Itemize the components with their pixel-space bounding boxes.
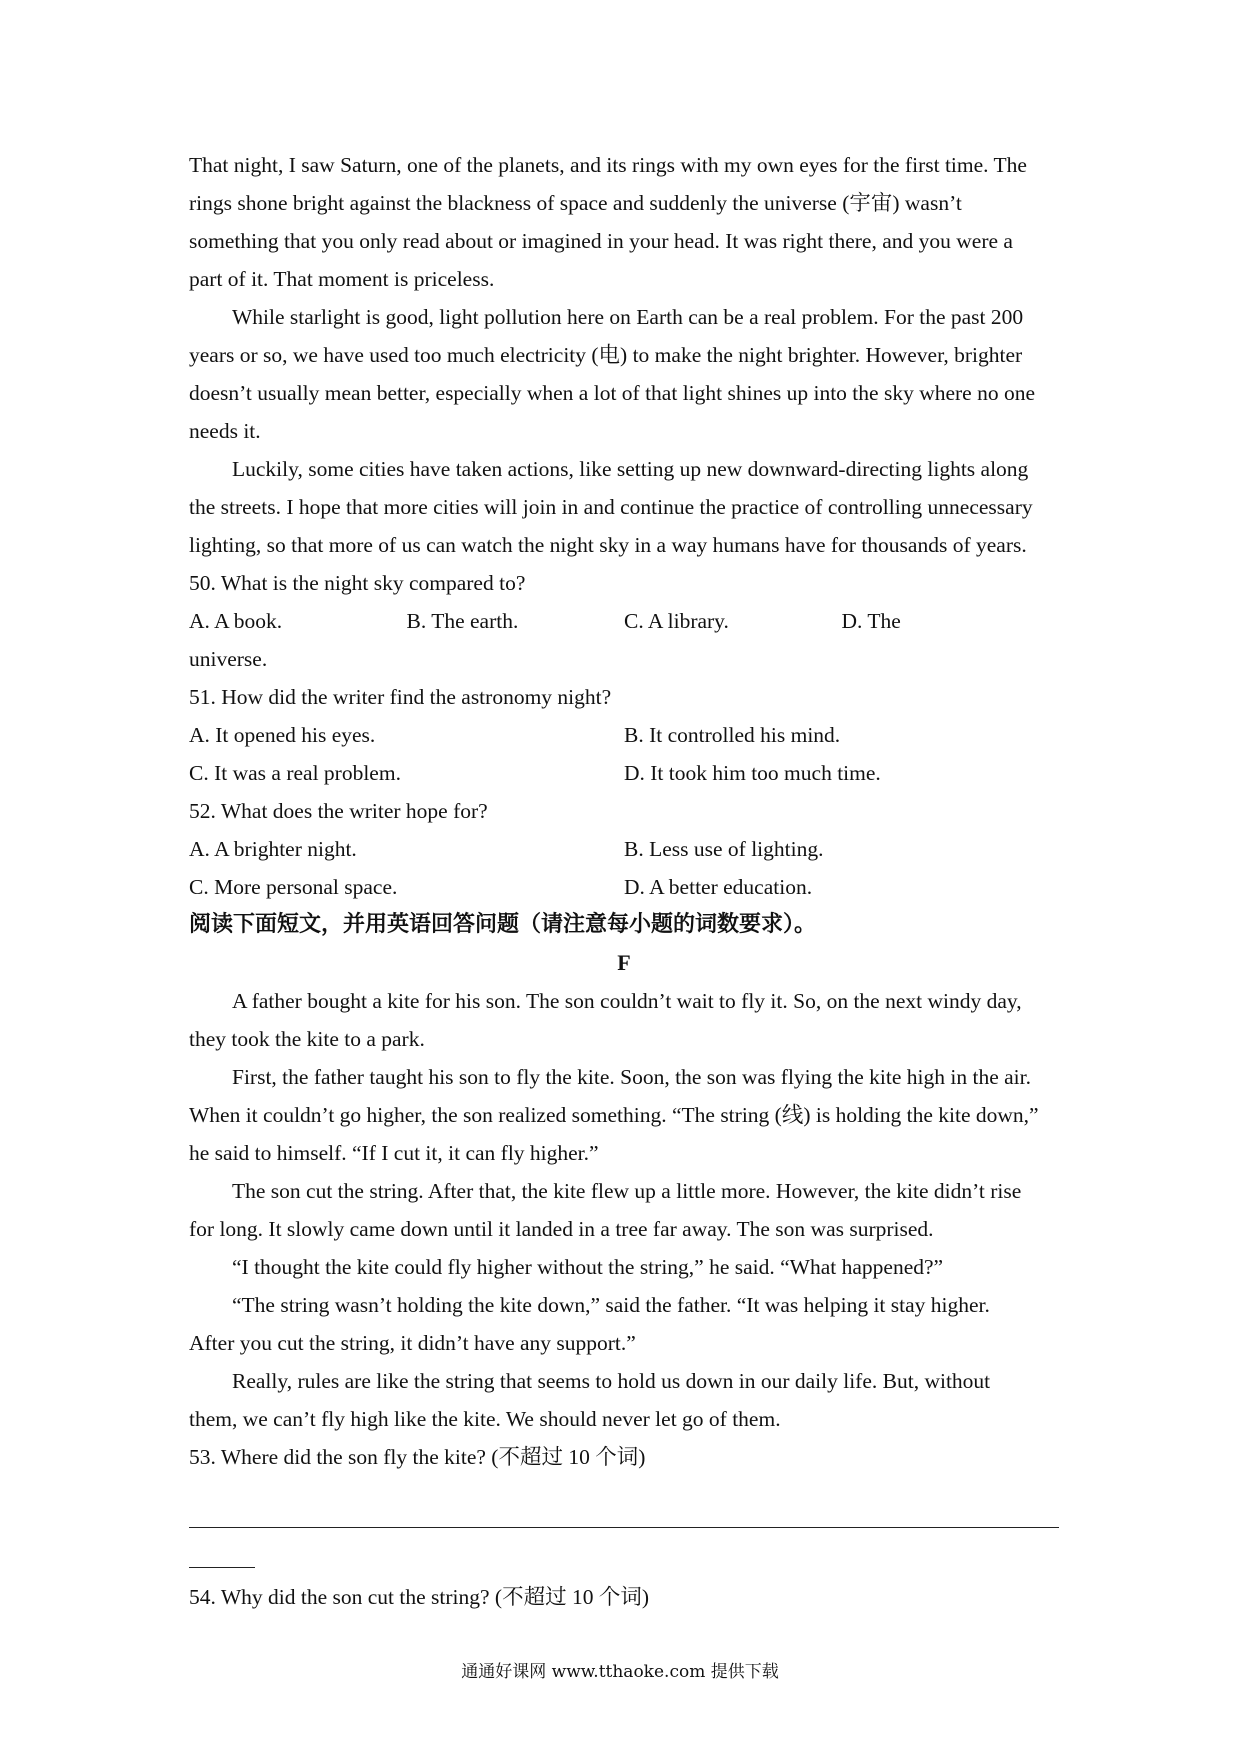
text-line: lighting, so that more of us can watch the night sky in a way humans have for thousands of years. xyxy=(189,533,1027,557)
text-line: something that you only read about or imagined in your head. It was right there, and you were a xyxy=(189,229,1013,253)
question-54: 54. Why did the son cut the string? (不超过 10 个词) xyxy=(189,1585,650,1609)
question-stem: 50. What is the night sky compared to? xyxy=(189,571,526,595)
question-stem: 51. How did the writer find the astronomy night? xyxy=(189,685,612,709)
text-line: he said to himself. “If I cut it, it can fly higher.” xyxy=(189,1141,599,1165)
text-line: doesn’t usually mean better, especially when a lot of that light shines up into the sky where no one xyxy=(189,381,1036,405)
section-instruction: 阅读下面短文，并用英语回答问题（请注意每小题的词数要求）。 xyxy=(189,912,817,937)
option-d: D. A better education. xyxy=(624,875,813,899)
option-c: C. A library. xyxy=(624,609,729,633)
text-line: years or so, we have used too much electricity (电) to make the night brighter. However, brighter xyxy=(189,343,1023,367)
question-51 xyxy=(189,678,1059,792)
option-b: B. Less use of lighting. xyxy=(624,837,824,861)
passage-paragraph xyxy=(189,982,1059,1058)
passage-paragraph xyxy=(189,298,1059,450)
text-line: Really, rules are like the string that seems to hold us down in our daily life. But, without xyxy=(232,1369,991,1393)
passage-paragraph xyxy=(189,450,1059,564)
passage-paragraph xyxy=(189,1172,1059,1248)
text-line: While starlight is good, light pollution here on Earth can be a real problem. For the past 200 xyxy=(232,305,1024,329)
section-title: F xyxy=(617,950,631,975)
text-line: the streets. I hope that more cities will join in and continue the practice of controlling unnecessary xyxy=(189,495,1033,519)
question-53: 53. Where did the son fly the kite? (不超过 10 个词) xyxy=(189,1445,646,1469)
text-line: “The string wasn’t holding the kite down,” said the father. “It was helping it stay higher. xyxy=(232,1293,990,1317)
option-a: A. A brighter night. xyxy=(189,837,357,861)
option-d: D. It took him too much time. xyxy=(624,761,881,785)
option-a: A. It opened his eyes. xyxy=(189,723,376,747)
text-line: needs it. xyxy=(189,419,261,443)
options-row xyxy=(189,830,1059,868)
document-page xyxy=(189,146,1059,1616)
question-52 xyxy=(189,792,1059,906)
passage-paragraph xyxy=(189,1286,1059,1362)
text-line: A father bought a kite for his son. The son couldn’t wait to fly it. So, on the next windy day, xyxy=(232,989,1022,1013)
text-line: rings shone bright against the blackness of space and suddenly the universe (宇宙) wasn’t xyxy=(189,191,962,215)
answer-line[interactable] xyxy=(189,1526,1059,1528)
passage-paragraph xyxy=(189,146,1059,298)
text-line: After you cut the string, it didn’t have any support.” xyxy=(189,1331,636,1355)
question-stem: 52. What does the writer hope for? xyxy=(189,799,488,823)
option-a: A. A book. xyxy=(189,609,283,633)
option-b: B. The earth. xyxy=(406,609,519,633)
text-line: First, the father taught his son to fly the kite. Soon, the son was flying the kite high in the air. xyxy=(232,1065,1031,1089)
options-row xyxy=(189,716,1059,754)
option-d-wrap: universe. xyxy=(189,647,268,671)
text-line: them, we can’t fly high like the kite. We should never let go of them. xyxy=(189,1407,781,1431)
page-footer: 通通好课网 www.tthaoke.com 提供下载 xyxy=(461,1662,779,1682)
text-line: “I thought the kite could fly higher without the string,” he said. “What happened?” xyxy=(232,1255,944,1279)
options-row xyxy=(189,602,1059,640)
text-line: That night, I saw Saturn, one of the planets, and its rings with my own eyes for the first time. The xyxy=(189,153,1027,177)
options-row xyxy=(189,754,1059,792)
passage-paragraph xyxy=(189,1248,1059,1286)
passage-paragraph xyxy=(189,1058,1059,1172)
answer-line-continuation[interactable] xyxy=(189,1566,255,1568)
text-line: part of it. That moment is priceless. xyxy=(189,267,495,291)
text-line: for long. It slowly came down until it landed in a tree far away. The son was surprised. xyxy=(189,1217,934,1241)
options-row xyxy=(189,868,1059,906)
option-c: C. More personal space. xyxy=(189,875,398,899)
option-d: D. The xyxy=(841,609,901,633)
option-c: C. It was a real problem. xyxy=(189,761,401,785)
text-line: The son cut the string. After that, the kite flew up a little more. However, the kite didn’t rise xyxy=(232,1179,1022,1203)
text-line: Luckily, some cities have taken actions, like setting up new downward-directing lights along xyxy=(232,457,1029,481)
text-line: When it couldn’t go higher, the son realized something. “The string (线) is holding the kite down,” xyxy=(189,1103,1039,1127)
option-b: B. It controlled his mind. xyxy=(624,723,841,747)
text-line: they took the kite to a park. xyxy=(189,1027,425,1051)
question-50 xyxy=(189,564,1059,678)
passage-paragraph xyxy=(189,1362,1059,1438)
